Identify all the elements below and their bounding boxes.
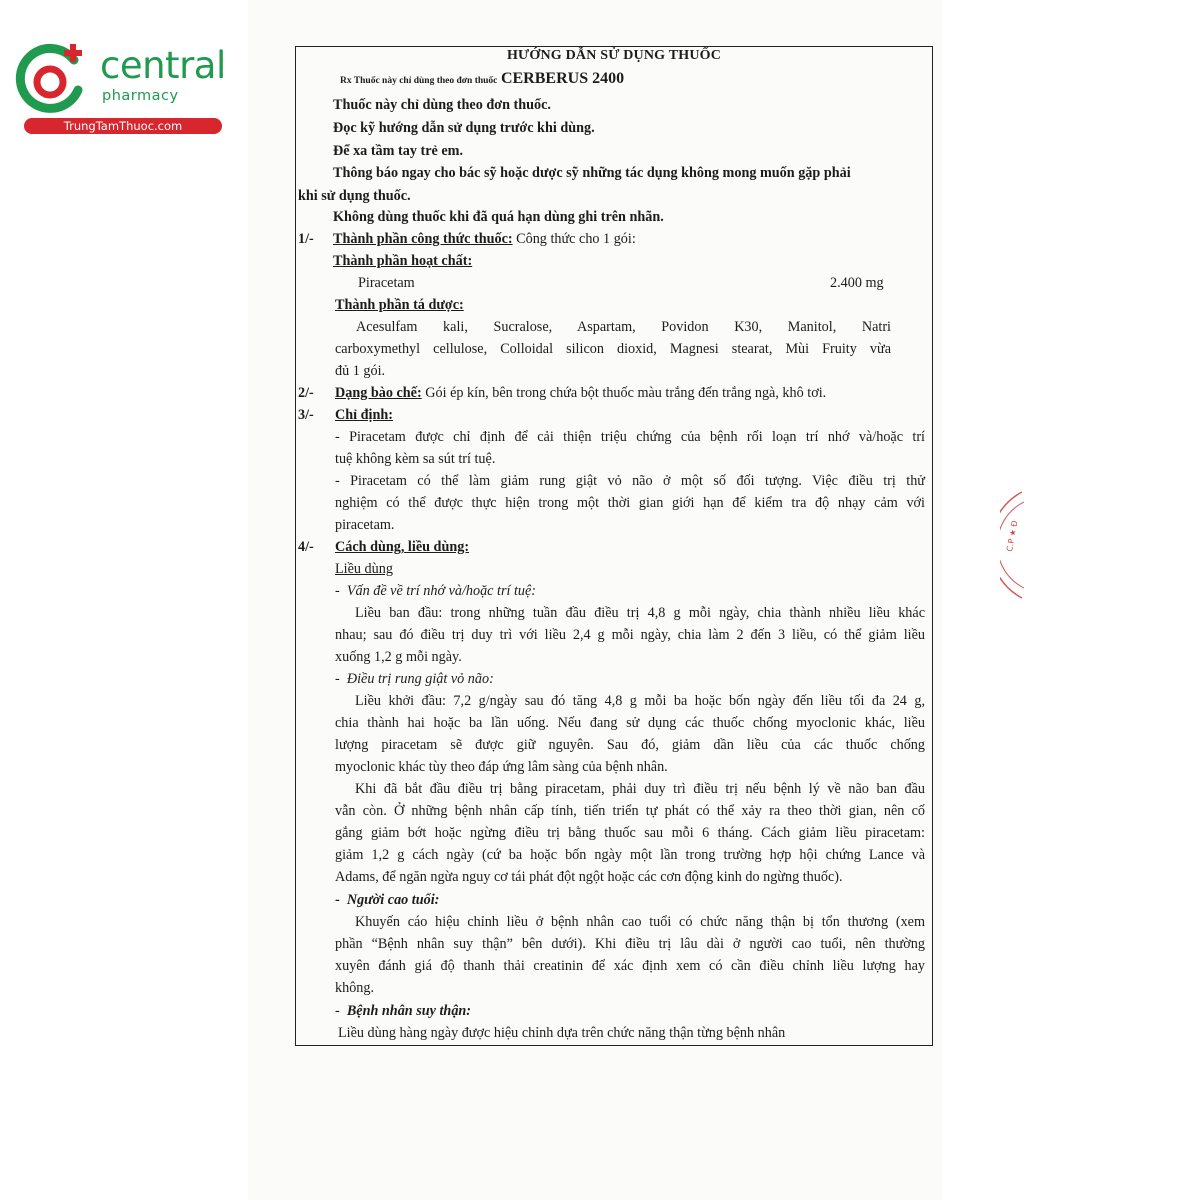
indication-line: - Piracetam có thể làm giảm rung giật vỏ não ở một số đối tượng. Việc điều trị thử [335, 473, 925, 489]
myoclonus-line: vẫn còn. Ở những bệnh nhân cấp tính, tiến triển tự phát có thể xảy ra theo thời gian, nên cố [335, 803, 925, 819]
myoclonus-line: Liều khởi đầu: 7,2 g/ngày sau đó tăng 4,8 g mỗi ba hoặc bốn ngày đến liều tối đa 24 g, [355, 693, 925, 709]
brand-website-badge: TrungTamThuoc.com [24, 118, 222, 134]
section-heading: Dạng bào chế: [335, 385, 422, 401]
section-text: Công thức cho 1 gói: [512, 231, 636, 247]
section-number: 4/- [298, 539, 314, 555]
myoclonus-line: giảm 1,2 g cách ngày (cứ ba hoặc bốn ngày một lần trong trường hợp hội chứng Lance và [335, 847, 925, 863]
warning-line: Đọc kỹ hướng dẫn sử dụng trước khi dùng. [333, 120, 595, 136]
active-ingredient-amount: 2.400 mg [830, 275, 884, 291]
subsection-heading: Bệnh nhân suy thận: [346, 1003, 472, 1019]
section-number: 3/- [298, 407, 314, 423]
subsection-heading: Người cao tuổi: [346, 892, 440, 908]
product-name: CERBERUS 2400 [500, 70, 625, 87]
central-pharmacy-logo [12, 38, 232, 138]
myoclonus-line: gắng giảm bớt hoặc ngừng điều trị bằng thuốc sau mỗi 6 tháng. Cách giảm liều piracetam: [335, 825, 925, 841]
myoclonus-line: Khi đã bắt đầu điều trị bằng piracetam, phải duy trì điều trị nếu bệnh lý về não ban đầu [355, 781, 925, 797]
warning-line: Thông báo ngay cho bác sỹ hoặc dược sỹ những tác dụng không mong muốn gặp phải [333, 165, 851, 181]
section-number: 1/- [298, 231, 314, 247]
warning-line: khi sử dụng thuốc. [298, 188, 411, 204]
memory-line: xuống 1,2 g mỗi ngày. [335, 649, 462, 665]
excipient-heading: Thành phần tá dược: [335, 297, 464, 313]
indication-line: - Piracetam được chỉ định để cải thiện triệu chứng của bệnh rối loạn trí nhớ và/hoặc trí [335, 429, 925, 445]
dosage-subheading: Liều dùng [335, 561, 393, 577]
myoclonus-heading-line: - Điều trị rung giật vỏ não: [335, 671, 494, 687]
rx-line [340, 70, 624, 90]
myoclonus-line: lượng piracetam sẽ được giữ nguyên. Sau đó, giảm dần liều của các thuốc chống [335, 737, 925, 753]
excipient-line: Acesulfam kali, Sucralose, Aspartam, Povidon K30, Manitol, Natri [356, 319, 891, 335]
elderly-line: Khuyến cáo hiệu chỉnh liều ở bệnh nhân cao tuổi có chức năng thận bị tổn thương (xem [355, 914, 925, 930]
elderly-line: xuyên đánh giá độ thanh thải creatinin để xác định xem có cần điều chỉnh liều lượng hay [335, 958, 925, 974]
indication-line: tuệ không kèm sa sút trí tuệ. [335, 451, 496, 467]
excipient-line: đủ 1 gói. [335, 363, 386, 379]
section-1-heading-line [333, 230, 636, 248]
myoclonus-line: myoclonic khác tùy theo đáp ứng lâm sàng của bệnh nhân. [335, 759, 668, 775]
section-number: 2/- [298, 385, 314, 401]
document-title: HƯỚNG DẪN SỬ DỤNG THUỐC [506, 48, 722, 63]
elderly-line: không. [335, 980, 375, 996]
active-ingredient-name: Piracetam [358, 275, 415, 291]
memory-line: nhau; sau đó điều trị duy trì với liều 2,4 g mỗi ngày, chia làm 2 đến 3 liều, có thể giảm liều [335, 627, 925, 643]
section-text: Gói ép kín, bên trong chứa bột thuốc màu trắng đến trắng ngà, khô tơi. [421, 385, 827, 401]
elderly-heading-line: - Người cao tuổi: [335, 892, 440, 908]
renal-line: Liều dùng hàng ngày được hiệu chỉnh dựa trên chức năng thận từng bệnh nhân [338, 1025, 786, 1041]
rx-note: Rx Thuốc này chỉ dùng theo đơn thuốc [340, 76, 498, 86]
warning-line: Để xa tầm tay trẻ em. [333, 143, 463, 159]
svg-text:C.P ★ Đ: C.P ★ Đ [1005, 519, 1020, 553]
section-2-line [335, 384, 826, 402]
section-heading: Thành phần công thức thuốc: [333, 231, 513, 247]
myoclonus-line: Adams, để ngăn ngừa nguy cơ tái phát đột ngột hoặc các cơn động kinh do ngừng thuốc). [335, 869, 843, 885]
red-stamp-seal [1000, 490, 1024, 600]
elderly-line: phần “Bệnh nhân suy thận” bên dưới). Khi điều trị lâu dài ở người cao tuổi, nên thường [335, 936, 925, 952]
memory-line: Liều ban đầu: trong những tuần đầu điều trị 4,8 g mỗi ngày, chia thành nhiều liều khác [355, 605, 925, 621]
section-heading: Cách dùng, liều dùng: [335, 539, 470, 555]
indication-line: nghiệm có thể được thực hiện trong một thời gian giới hạn để kiểm tra độ nhạy cảm với [335, 495, 925, 511]
warning-line: Không dùng thuốc khi đã quá hạn dùng ghi trên nhãn. [333, 209, 664, 225]
brand-sub: pharmacy [102, 88, 179, 104]
excipient-line: carboxymethyl cellulose, Colloidal silicon dioxid, Magnesi stearat, Mùi Fruity vừa [335, 341, 891, 357]
pharmacy-logo-icon [12, 38, 92, 118]
section-heading: Chỉ định: [335, 407, 393, 423]
memory-heading-line: - Vấn đề về trí nhớ và/hoặc trí tuệ: [335, 583, 537, 599]
renal-heading-line: - Bệnh nhân suy thận: [335, 1003, 472, 1019]
brand-name: central [100, 44, 226, 87]
myoclonus-line: chia thành hai hoặc ba lần uống. Nếu đang sử dụng các thuốc chống myoclonic khác, liều [335, 715, 925, 731]
active-ingredient-heading: Thành phần hoạt chất: [333, 253, 473, 269]
subsection-heading: Điều trị rung giật vỏ não: [346, 671, 494, 687]
subsection-heading: Vấn đề về trí nhớ và/hoặc trí tuệ: [346, 583, 537, 599]
warning-line: Thuốc này chỉ dùng theo đơn thuốc. [333, 97, 551, 113]
indication-line: piracetam. [335, 517, 395, 533]
